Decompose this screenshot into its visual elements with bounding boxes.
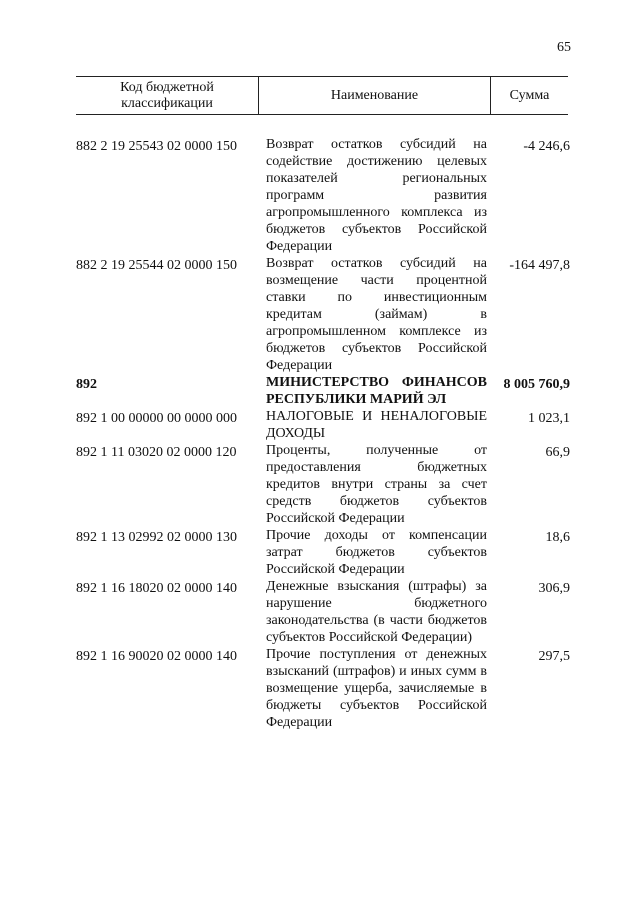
table-row: [76, 527, 570, 578]
row-code: 892 1 11 03020 02 0000 120: [76, 445, 237, 460]
table-row: [76, 442, 570, 527]
row-code: 892: [76, 377, 97, 392]
header-sum: Сумма: [509, 87, 550, 103]
header-code: Код бюджетной классификации: [76, 77, 259, 114]
row-name: НАЛОГОВЫЕ И НЕНАЛОГОВЫЕ ДОХОДЫ: [266, 409, 487, 441]
row-name: МИНИСТЕРСТВО ФИНАНСОВ РЕСПУБЛИКИ МАРИЙ ЭЛ: [266, 375, 487, 407]
row-sum: 18,6: [545, 530, 570, 545]
table-row-ministry: [76, 374, 570, 408]
row-sum: 66,9: [545, 445, 570, 460]
table-row: [76, 578, 570, 646]
row-sum: 297,5: [538, 649, 570, 664]
table-body: [76, 136, 570, 731]
row-name: Возврат остатков субсидий на содействие достижению целевых показателей региональных программ развития агропромышленного комплекса из бюджетов субъектов Российской Федерации: [266, 137, 487, 254]
table-header: [76, 76, 568, 115]
row-sum: -164 497,8: [509, 258, 570, 273]
table-row: [76, 136, 570, 255]
row-code: 892 1 16 90020 02 0000 140: [76, 649, 237, 664]
row-sum: -4 246,6: [523, 139, 570, 154]
row-name: Денежные взыскания (штрафы) за нарушение бюджетного законодательства (в части бюджетов субъектов Российской Федерации): [266, 579, 487, 645]
row-sum: 1 023,1: [528, 411, 570, 426]
row-name: Прочие доходы от компенсации затрат бюджетов субъектов Российской Федерации: [266, 528, 487, 577]
row-sum: 8 005 760,9: [503, 377, 570, 392]
row-name: Возврат остатков субсидий на возмещение части процентной ставки по инвестиционным кредитам (займам) в агропромышленном комплексе из бюджетов субъектов Российской Федерации: [266, 256, 487, 373]
row-code: 892 1 00 00000 00 0000 000: [76, 411, 237, 426]
page-number: 65: [557, 40, 571, 55]
header-name: Наименование: [259, 77, 491, 114]
table-row: [76, 408, 570, 442]
row-code: 882 2 19 25544 02 0000 150: [76, 258, 237, 273]
row-code: 892 1 16 18020 02 0000 140: [76, 581, 237, 596]
row-code: 882 2 19 25543 02 0000 150: [76, 139, 237, 154]
row-name: Прочие поступления от денежных взысканий (штрафов) и иных сумм в возмещение ущерба, зачисляемые в бюджеты субъектов Российской Федерации: [266, 647, 487, 730]
row-name: Проценты, полученные от предоставления бюджетных кредитов внутри страны за счет средств бюджетов субъектов Российской Федерации: [266, 443, 487, 526]
table-row: [76, 646, 570, 731]
table-row: [76, 255, 570, 374]
row-code: 892 1 13 02992 02 0000 130: [76, 530, 237, 545]
row-sum: 306,9: [538, 581, 570, 596]
